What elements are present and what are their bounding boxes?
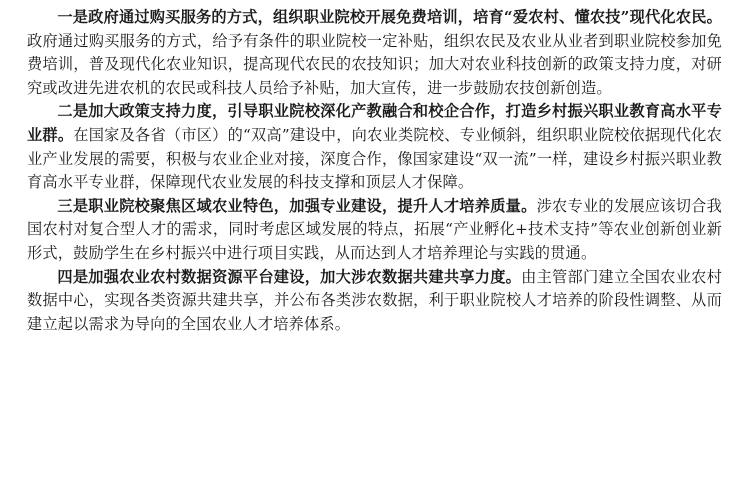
paragraph-1 (27, 6, 722, 100)
paragraph-3-lead: 三是职业院校聚焦区域农业特色，加强专业建设，提升人才培养质量。 (57, 196, 537, 215)
paragraph-2 (27, 100, 722, 194)
paragraph-1-body: 政府通过购买服务的方式，给予有条件的职业院校一定补贴，组织农民及农业从业者到职业院校参加免费培训，普及现代化农业知识，提高现代农民的农技知识；加大对农业科技创新的政策支持力度，对研究或改进先进农机的农民或科技人员给予补贴，加大宣传，进一步鼓励农技创新创造。 (27, 31, 722, 97)
paragraph-3 (27, 195, 722, 266)
paragraph-4-body: 由主管部门建立全国农业农村数据中心，实现各类资源共建共享，并公布各类涉农数据，利于职业院校人才培养的阶段性调整、从而建立起以需求为导向的全国农业人才培养体系。 (27, 267, 723, 333)
paragraph-2-body: 在国家及各省（市区）的“双高”建设中，向农业类院校、专业倾斜，组织职业院校依据现代化农业产业发展的需要，积极与农业企业对接，深度合作，像国家建设“双一流”一样，建设乡村振兴职业教育高水平专业群，保障现代农业发展的科技支撑和顶层人才保障。 (27, 125, 722, 192)
paragraph-1-lead: 一是政府通过购买服务的方式，组织职业院校开展免费培训，培育“爱农村、懂农技”现代化农民。 (57, 8, 722, 26)
paragraph-4 (27, 266, 722, 337)
paragraph-4-lead: 四是加强农业农村数据资源平台建设，加大涉农数据共建共享力度。 (57, 267, 522, 286)
paragraph-2-lead: 二是加大政策支持力度，引导职业院校深化产教融合和校企合作，打造乡村振兴职业教育高水平专业群。 (27, 102, 722, 144)
paragraph-3-body: 涉农专业的发展应该切合我国农村对复合型人才的需求，同时考虑区域发展的特点，拓展“产业孵化+技术支持”等农业创新创业新形式，鼓励学生在乡村振兴中进行项目实践，从而达到人才培养理论与实践的贯通。 (27, 196, 722, 262)
